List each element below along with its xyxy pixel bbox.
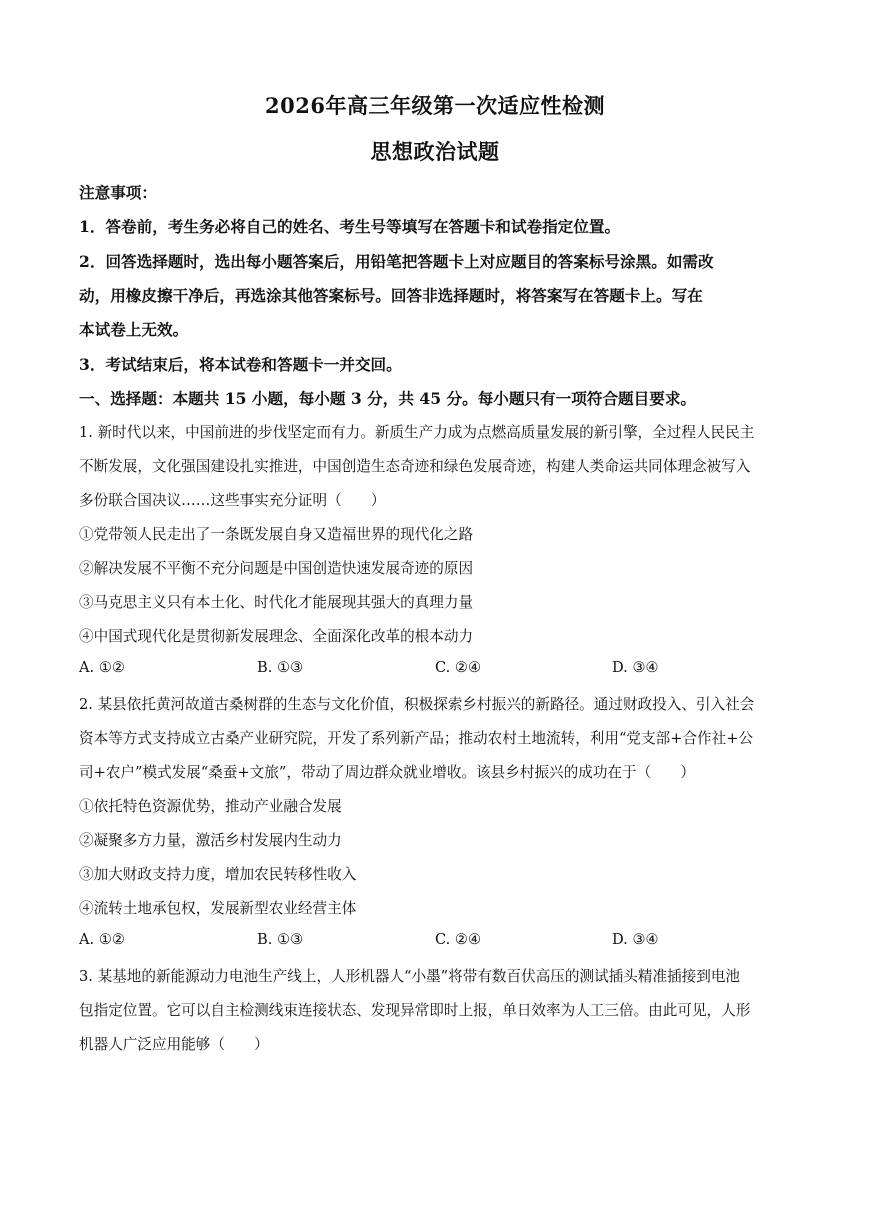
q1-option-c: C. ②④ [435,659,482,676]
q2-item-1: ①依托特色资源优势，推动产业融合发展 [79,798,342,815]
q2-option-a: A. ①② [79,931,125,948]
section-heading: 一、选择题：本题共 15 小题，每小题 3 分，共 45 分。每小题只有一项符合题目要求。 [79,389,697,408]
q1-item-3: ③马克思主义只有本土化、时代化才能展现其强大的真理力量 [79,594,474,611]
exam-title: 2026年高三年级第一次适应性检测 [265,93,605,118]
q2-item-4: ④流转土地承包权，发展新型农业经营主体 [79,900,357,917]
q1-option-a: A. ①② [79,659,125,676]
notice-line-3: 动，用橡皮擦干净后，再选涂其他答案标号。回答非选择题时，将答案写在答题卡上。写在 [79,286,703,305]
q1-stem-line-2: 不断发展，文化强国建设扎实推进，中国创造生态奇迹和绿色发展奇迹，构建人类命运共同体理念被写入 [79,458,751,475]
q2-item-2: ②凝聚多方力量，激活乡村发展内生动力 [79,832,342,849]
q2-stem-line-3: 司+农户”模式发展“桑蚕+文旅”，带动了周边群众就业增收。该县乡村振兴的成功在于（ ） [79,764,695,781]
q3-stem-line-3: 机器人广泛应用能够（ ） [79,1036,269,1053]
notice-line-4: 本试卷上无效。 [79,320,189,339]
q1-option-b: B. ①③ [257,659,304,676]
exam-subject: 思想政治试题 [370,139,500,164]
q3-stem-line-1: 3. 某基地的新能源动力电池生产线上，人形机器人“小墨”将带有数百伏高压的测试插头精准插接到电池 [79,968,741,985]
q2-option-d: D. ③④ [612,931,659,948]
q2-stem-line-2: 资本等方式支持成立古桑产业研究院，开发了系列新产品；推动农村土地流转，利用“党支部+合作社+公 [79,730,754,747]
q2-item-3: ③加大财政支持力度，增加农民转移性收入 [79,866,357,883]
q1-item-2: ②解决发展不平衡不充分问题是中国创造快速发展奇迹的原因 [79,560,474,577]
q3-stem-line-2: 包指定位置。它可以自主检测线束连接状态、发现异常即时上报，单日效率为人工三倍。由此可见，人形 [79,1002,751,1019]
notice-line-5: 3．考试结束后，将本试卷和答题卡一并交回。 [79,355,402,374]
q1-item-4: ④中国式现代化是贯彻新发展理念、全面深化改革的根本动力 [79,628,474,645]
q2-stem-line-1: 2. 某县依托黄河故道古桑树群的生态与文化价值，积极探索乡村振兴的新路径。通过财政投入、引入社会 [79,696,755,713]
q1-stem-line-3: 多份联合国决议……这些事实充分证明（ ） [79,492,386,509]
q2-option-c: C. ②④ [435,931,482,948]
q1-stem-line-1: 1. 新时代以来，中国前进的步伐坚定而有力。新质生产力成为点燃高质量发展的新引擎，全过程人民民主 [79,424,755,441]
notice-line-2: 2．回答选择题时，选出每小题答案后，用铅笔把答题卡上对应题目的答案标号涂黑。如需改 [79,252,714,271]
q2-option-b: B. ①③ [257,931,304,948]
notice-heading: 注意事项： [79,183,157,202]
notice-line-1: 1．答卷前，考生务必将自己的姓名、考生号等填写在答题卡和试卷指定位置。 [79,217,621,236]
q1-item-1: ①党带领人民走出了一条既发展自身又造福世界的现代化之路 [79,526,474,543]
q1-option-d: D. ③④ [612,659,659,676]
